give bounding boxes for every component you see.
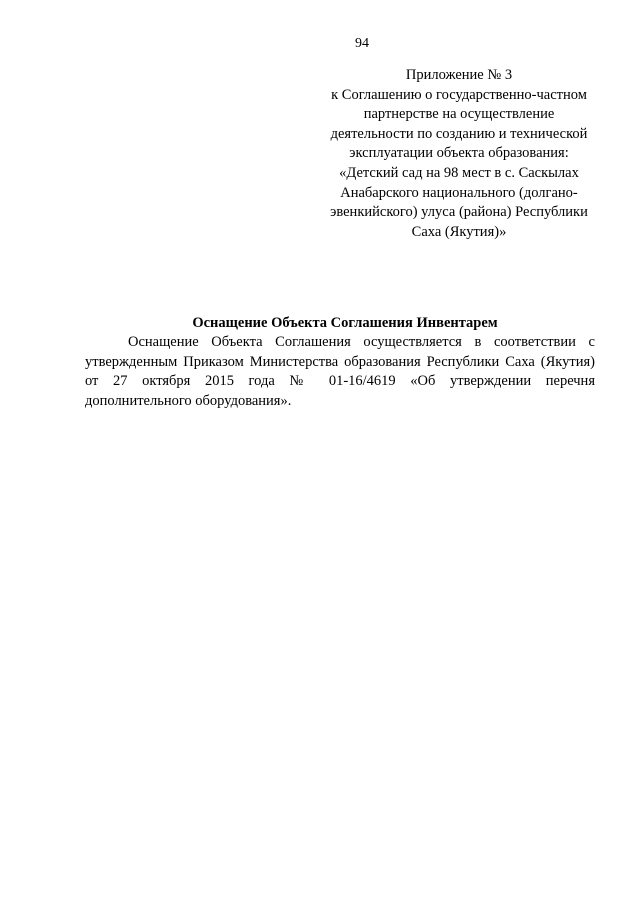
- appendix-line: «Детский сад на 98 мест в с. Саскылах: [339, 164, 579, 181]
- appendix-line: деятельности по созданию и технической: [330, 125, 588, 142]
- section-paragraph: Оснащение Объекта Соглашения осуществляется в соответствии с утвержденным Приказом Министерства образования Республики Саха (Якутия) от 27 октября 2015 года № 01-16/4619 «Об утверждении перечня дополнительного оборудования».: [85, 334, 595, 409]
- appendix-line: Анабарского национального (долгано-: [340, 184, 578, 201]
- appendix-line: Приложение № 3: [405, 67, 513, 83]
- section-title: Оснащение Объекта Соглашения Инвентарем: [192, 315, 498, 331]
- appendix-line: к Соглашению о государственно-частном: [331, 86, 587, 103]
- appendix-header: [314, 66, 604, 242]
- page-number: 94: [355, 36, 369, 51]
- appendix-line: эксплуатации объекта образования:: [349, 145, 569, 162]
- appendix-line: эвенкийского) улуса (района) Республики: [330, 204, 588, 221]
- appendix-line: Саха (Якутия)»: [411, 223, 507, 240]
- appendix-line: партнерстве на осуществление: [363, 106, 555, 123]
